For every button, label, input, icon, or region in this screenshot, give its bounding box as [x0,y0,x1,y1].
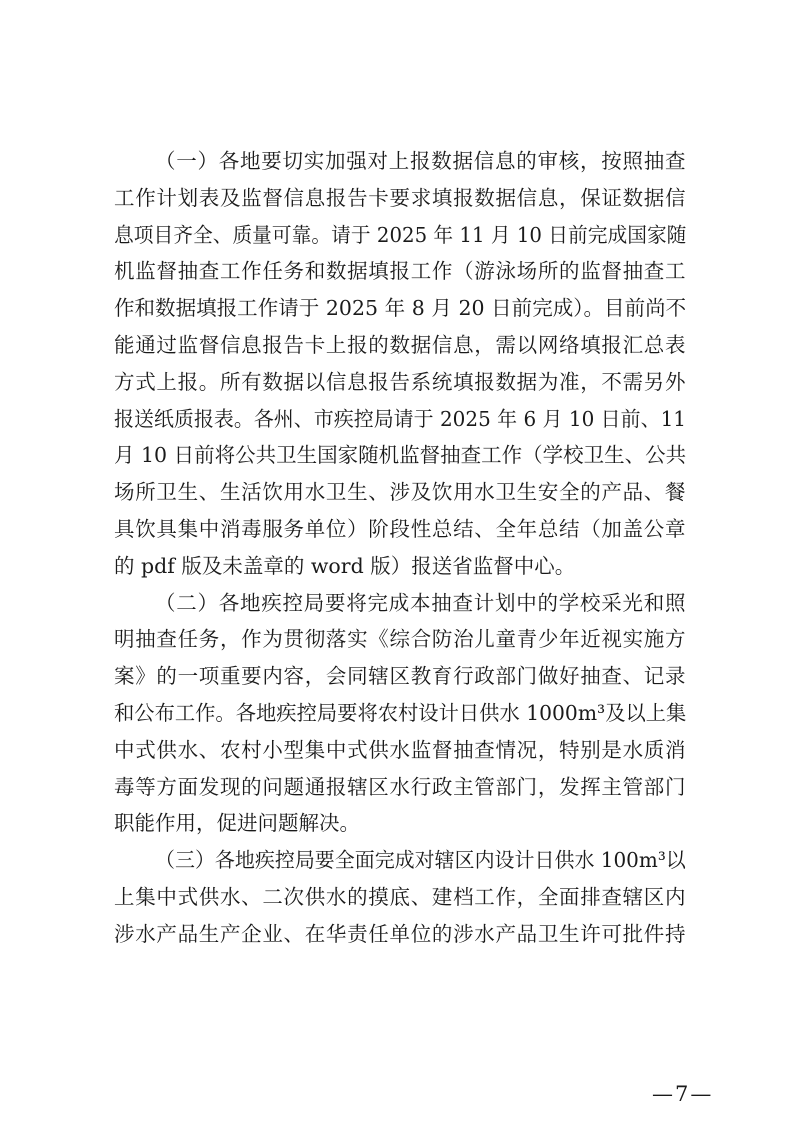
paragraph-3-line: （三）各地疾控局要全面完成对辖区内设计日供水 100m³以 [155,848,686,873]
paragraph-1-line: 场所卫生、生活饮用水卫生、涉及饮用水卫生安全的产品、餐 [114,480,687,505]
paragraph-2-line: 毒等方面发现的问题通报辖区水行政主管部门，发挥主管部门 [114,774,687,799]
paragraph-1-line: 能通过监督信息报告卡上报的数据信息，需以网络填报汇总表 [114,332,687,357]
paragraph-3-line: 上集中式供水、二次供水的摸底、建档工作，全面排查辖区内 [114,884,687,909]
paragraph-1-line: 机监督抽查工作任务和数据填报工作（游泳场所的监督抽查工 [114,259,687,284]
paragraph-1-line: 息项目齐全、质量可靠。请于 2025 年 11 月 10 日前完成国家随 [114,222,687,247]
paragraph-1-line: 方式上报。所有数据以信息报告系统填报数据为准，不需另外 [114,369,687,394]
paragraph-2-line: 和公布工作。各地疾控局要将农村设计日供水 1000m³及以上集 [114,700,687,725]
paragraph-2-line: 案》的一项重要内容，会同辖区教育行政部门做好抽查、记录 [114,664,687,689]
document-body [114,143,686,953]
paragraph-1-line: 月 10 日前将公共卫生国家随机监督抽查工作（学校卫生、公共 [114,443,687,468]
paragraph-1-line: （一）各地要切实加强对上报数据信息的审核，按照抽查 [155,149,687,173]
paragraph-1-line: 作和数据填报工作请于 2025 年 8 月 20 日前完成）。目前尚不 [114,296,687,321]
paragraph-2-line: 明抽查任务，作为贯彻落实《综合防治儿童青少年近视实施方 [114,627,687,652]
paragraph-2-line: （二）各地疾控局要将完成本抽查计划中的学校采光和照 [155,590,687,615]
paragraph-1-line: 报送纸质报表。各州、市疾控局请于 2025 年 6 月 10 日前、11 [114,406,686,431]
paragraph-2-line: 中式供水、农村小型集中式供水监督抽查情况，特别是水质消 [114,737,687,762]
page-number: —7— [652,1082,714,1106]
paragraph-1-line: 工作计划表及监督信息报告卡要求填报数据信息，保证数据信 [114,185,687,210]
paragraph-1-line: 的 pdf 版及未盖章的 word 版）报送省监督中心。 [114,553,576,578]
paragraph-3-line: 涉水产品生产企业、在华责任单位的涉水产品卫生许可批件持 [114,921,687,946]
paragraph-1-line: 具饮具集中消毒服务单位）阶段性总结、全年总结（加盖公章 [114,516,687,541]
paragraph-2-line: 职能作用，促进问题解决。 [114,811,360,836]
